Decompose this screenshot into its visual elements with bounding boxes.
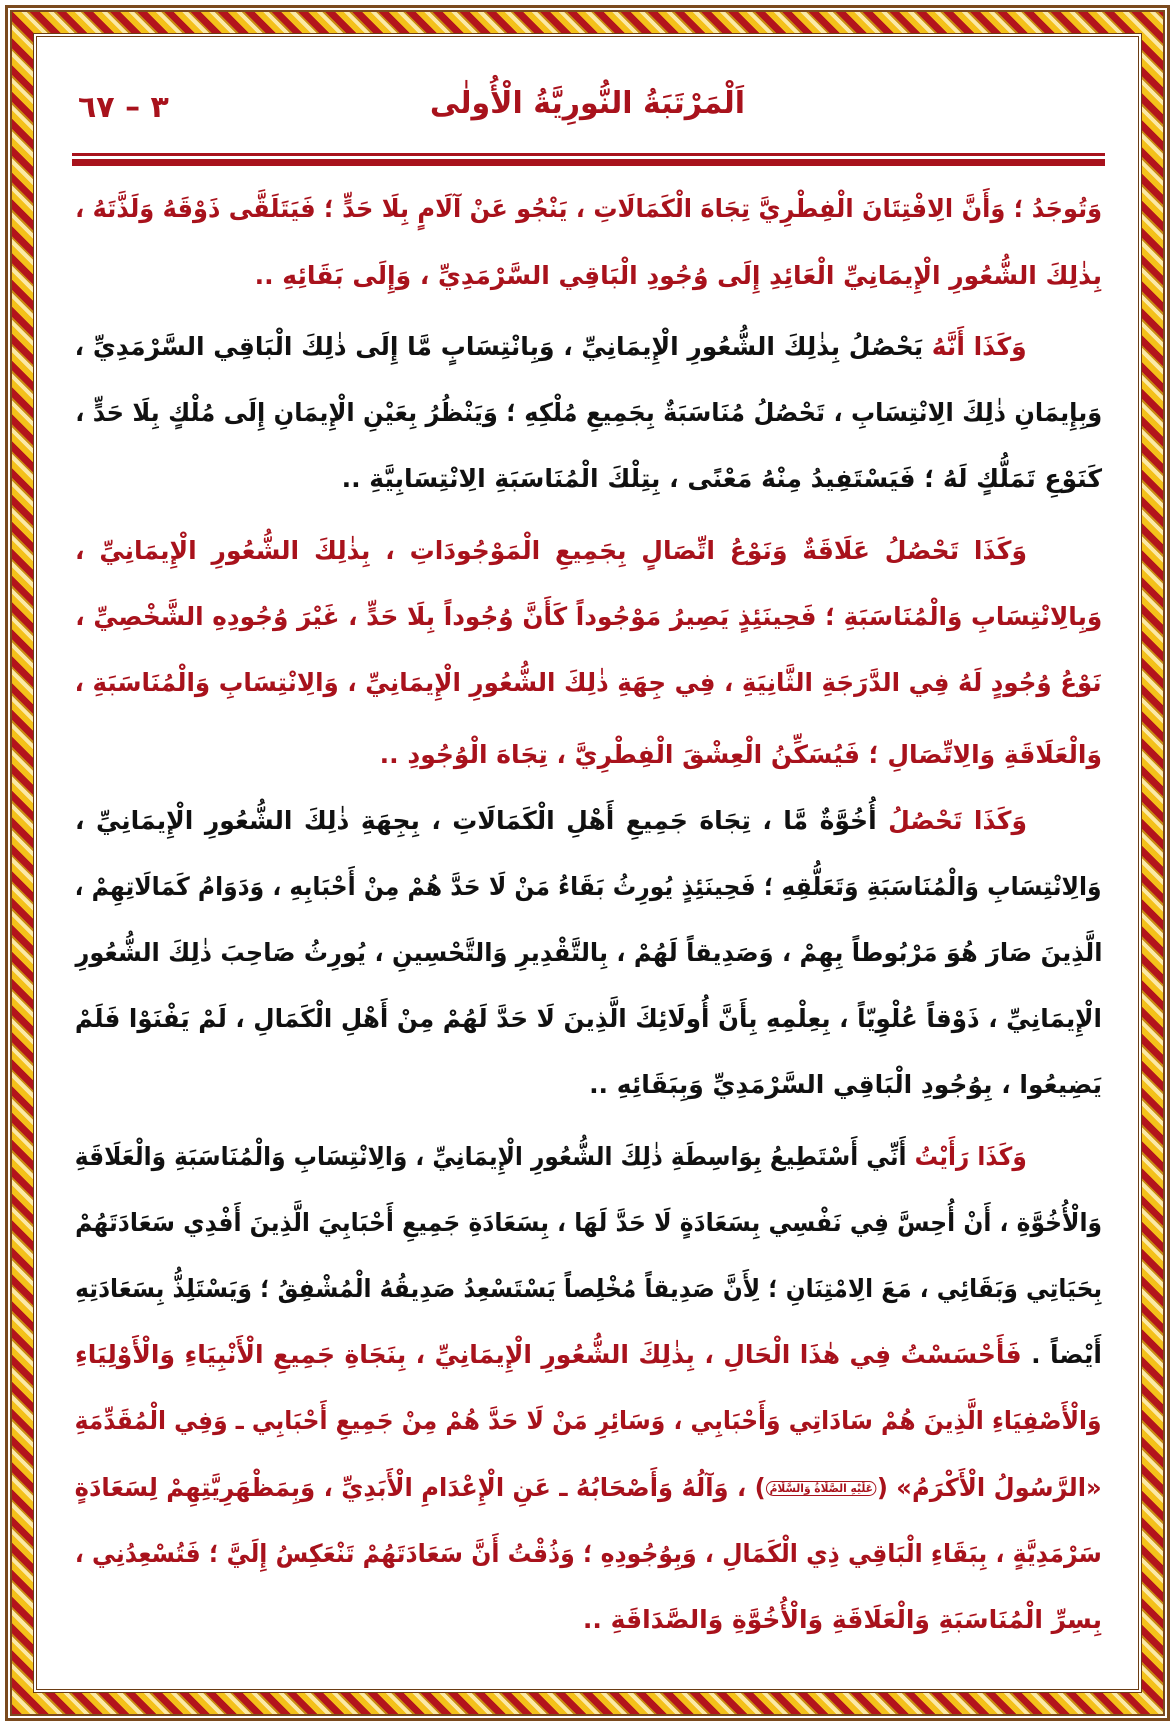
- text-line-content: [75, 189, 1102, 229]
- header-rule-thick: [72, 159, 1105, 166]
- body-text-segment: الْإِيمَانِيِّ ، ذَوْقاً عُلْوِيّاً ، بِعِلْمِهِ بِأَنَّ أُولَائِكَ الَّذِينَ لَا حَدَّ لَهُمْ مِنْ أَهْلِ الْكَمَالِ ، لَمْ يَفْنَوْا فَلَمْ: [75, 1004, 1102, 1033]
- page-number: ٣ – ٦٧: [78, 90, 169, 125]
- text-line: [75, 735, 1102, 775]
- text-line-content: [75, 999, 1102, 1039]
- text-line: [75, 1401, 1102, 1441]
- text-line: [75, 999, 1102, 1039]
- text-line-content: [75, 1534, 1102, 1574]
- text-line: [75, 933, 1102, 973]
- highlighted-text: بِذٰلِكَ الشُّعُورِ الْإِيمَانِيِّ الْعَائِدِ إِلَى وُجُودِ الْبَاقِي السَّرْمَدِيِّ ، وَإِلَى بَقَائِهِ ..: [254, 261, 1102, 290]
- body-text-segment: أَنِّي أَسْتَطِيعُ بِوَاسِطَةِ ذٰلِكَ الشُّعُورِ الْإِيمَانِيِّ ، وَالِانْتِسَابِ وَالْمُنَاسَبَةِ وَالْعَلَاقَةِ: [75, 1142, 907, 1171]
- text-line-content: [75, 801, 1027, 841]
- highlighted-text: وَكَذَا تَحْصُلُ عَلَاقَةٌ وَنَوْعُ اتِّصَالٍ بِجَمِيعِ الْمَوْجُودَاتِ ، بِذٰلِكَ الشُّعُورِ الْإِيمَانِيِّ ،: [75, 536, 1027, 565]
- text-line-content: [342, 459, 1102, 499]
- text-line-content: [380, 735, 1102, 775]
- text-line-content: [75, 933, 1102, 973]
- body-text-segment: وَالْأُخُوَّةِ ، أَنْ أُحِسَّ فِي نَفْسِي بِسَعَادَةٍ لَا حَدَّ لَهَا ، بِسَعَادَةِ جَمِيعِ أَحْبَابِيَ الَّذِينَ أَفْدِي سَعَادَتَهُمْ: [75, 1208, 1102, 1237]
- highlighted-text: سَرْمَدِيَّةٍ ، بِبَقَاءِ الْبَاقِي ذِي الْكَمَالِ ، وَبِوُجُودِهِ ؛ وَذُقْتُ أَنَّ سَعَادَتَهُمْ تَنْعَكِسُ إِلَيَّ ؛ فَتُسْعِدُنِي ،: [75, 1539, 1102, 1568]
- highlighted-text: فَأَحْسَسْتُ فِي هٰذَا الْحَالِ ، بِذٰلِكَ الشُّعُورِ الْإِيمَانِيِّ ، بِنَجَاةِ جَمِيعِ الْأَنْبِيَاءِ وَالْأَوْلِيَاءِ: [75, 1340, 1022, 1369]
- highlighted-text: وَكَذَا تَحْصُلُ: [876, 806, 1027, 835]
- text-line: [75, 663, 1102, 703]
- text-line-content: [75, 1468, 1102, 1509]
- highlighted-text: وَتُوجَدُ ؛ وَأَنَّ الِافْتِتَانَ الْفِطْرِيَّ تِجَاهَ الْكَمَالَاتِ ، يَنْجُو عَنْ آلَامٍ بِلَا حَدٍّ ؛ فَيَتَلَقَّى ذَوْقَهُ وَلَذَّتَهُ ،: [75, 194, 1102, 223]
- highlighted-text: وَكَذَا رَأَيْتُ: [906, 1142, 1027, 1171]
- text-line: [75, 327, 1102, 367]
- text-line-content: [75, 1137, 1027, 1177]
- highlighted-text: وَالْعَلَاقَةِ وَالِاتِّصَالِ ؛ فَيُسَكِّنُ الْعِشْقَ الْفِطْرِيَّ ، تِجَاهَ الْوُجُودِ ..: [379, 740, 1102, 769]
- text-line-content: [75, 1269, 1102, 1309]
- text-line-content: [75, 597, 1102, 637]
- body-text-segment: أُخُوَّةٌ مَّا ، تِجَاهَ جَمِيعِ أَهْلِ الْكَمَالَاتِ ، بِجِهَةِ ذٰلِكَ الشُّعُورِ الْإِيمَانِيِّ ،: [75, 806, 877, 835]
- text-line-content: [75, 663, 1102, 703]
- body-text-segment: يَضِيعُوا ، بِوُجُودِ الْبَاقِي السَّرْمَدِيِّ وَبِبَقَائِهِ ..: [589, 1070, 1102, 1099]
- text-line: [75, 597, 1102, 637]
- text-line: [75, 1600, 1102, 1640]
- highlighted-text: نَوْعُ وُجُودٍ لَهُ فِي الدَّرَجَةِ الثَّانِيَةِ ، فِي جِهَةِ ذٰلِكَ الشُّعُورِ الْإِيمَانِيِّ ، وَالِانْتِسَابِ وَالْمُنَاسَبَةِ ،: [75, 668, 1102, 697]
- text-line: [75, 256, 1102, 296]
- honorific-mark: عَلَيْهِ الصَّلَاةُ وَالسَّلَامُ: [766, 1481, 877, 1496]
- text-line: [75, 1203, 1102, 1243]
- text-line: [75, 801, 1102, 841]
- text-line-content: [75, 867, 1102, 907]
- text-line-content: [75, 393, 1102, 433]
- text-line: [75, 1269, 1102, 1309]
- text-line-content: [75, 1401, 1102, 1441]
- text-line: [75, 531, 1102, 571]
- text-line: [75, 1065, 1102, 1105]
- text-line: [75, 1534, 1102, 1574]
- highlighted-text: وَبِالِانْتِسَابِ وَالْمُنَاسَبَةِ ؛ فَحِينَئِذٍ يَصِيرُ مَوْجُوداً كَأَنَّ وُجُوداً بِلَا حَدٍّ ، غَيْرَ وُجُودِهِ الشَّخْصِيِّ ،: [75, 602, 1102, 631]
- text-line: [75, 459, 1102, 499]
- body-text-segment: يَحْصُلُ بِذٰلِكَ الشُّعُورِ الْإِيمَانِيِّ ، وَبِانْتِسَابٍ مَّا إِلَى ذٰلِكَ الْبَاقِي السَّرْمَدِيِّ ،: [75, 332, 924, 361]
- text-line-content: [75, 1203, 1102, 1243]
- body-text-segment: وَالِانْتِسَابِ وَالْمُنَاسَبَةِ وَتَعَلُّقِهِ ؛ فَحِينَئِذٍ يُورِثُ بَقَاءُ مَنْ لَا حَدَّ هُمْ مِنْ أَحْبَابِهِ ، وَدَوَامُ كَمَالَاتِهِمْ ،: [75, 872, 1102, 901]
- header-rule-thin: [72, 153, 1105, 156]
- body-text-segment: الَّذِينَ صَارَ هُوَ مَرْبُوطاً بِهِمْ ، وَصَدِيقاً لَهُمْ ، بِالتَّقْدِيرِ وَالتَّحْسِينِ ، يُورِثُ صَاحِبَ ذٰلِكَ الشُّعُورِ: [75, 938, 1102, 967]
- text-line-content: [75, 1335, 1102, 1375]
- body-text-segment: بِحَيَاتِي وَبَقَائِي ، مَعَ الِامْتِنَانِ ؛ لِأَنَّ صَدِيقاً مُخْلِصاً يَسْتَسْعِدُ صَدِيقُهُ الْمُشْفِقُ ؛ وَيَسْتَلِذُّ بِسَعَادَتِهِ: [75, 1274, 1102, 1303]
- text-line-content: [75, 327, 1027, 367]
- text-line: [75, 1335, 1102, 1375]
- highlighted-text: بِسِرِّ الْمُنَاسَبَةِ وَالْعَلَاقَةِ وَالْأُخُوَّةِ وَالصَّدَاقَةِ ..: [582, 1605, 1102, 1634]
- text-line-content: [255, 256, 1102, 296]
- text-line-content: [583, 1600, 1102, 1640]
- text-line: [75, 1137, 1102, 1177]
- page-title: اَلْمَرْتَبَةُ النُّورِيَّةُ الْأُولٰى: [429, 86, 746, 121]
- text-line: [75, 189, 1102, 229]
- text-line: [75, 1468, 1102, 1508]
- body-text-segment: أَيْضاً .: [1021, 1340, 1102, 1369]
- highlighted-text: «الرَّسُولُ الْأَكْرَمُ» (: [877, 1473, 1102, 1502]
- body-text-segment: وَبِإِيمَانِ ذٰلِكَ الِانْتِسَابِ ، تَحْصُلُ مُنَاسَبَةٌ بِجَمِيعِ مُلْكِهِ ؛ وَيَنْظُرُ بِعَيْنِ الْإِيمَانِ إِلَى مُلْكٍ بِلَا حَدٍّ ،: [75, 398, 1102, 427]
- highlighted-text: ) ، وَآلُهُ وَأَصْحَابُهُ ـ عَنِ الْإِعْدَامِ الْأَبَدِيِّ ، وَبِمَظْهَرِيَّتِهِمْ لِسَعَادَةٍ: [75, 1473, 767, 1502]
- highlighted-text: وَكَذَا أَنَّهُ: [923, 332, 1027, 361]
- highlighted-text: وَالْأَصْفِيَاءِ الَّذِينَ هُمْ سَادَاتِي وَأَحْبَابِي ، وَسَائِرِ مَنْ لَا حَدَّ هُمْ مِنْ جَمِيعِ أَحْبَابِي ـ وَفِي الْمُقَدِّمَةِ: [75, 1406, 1102, 1435]
- text-line-content: [75, 531, 1027, 571]
- body-text-segment: كَنَوْعِ تَمَلُّكٍ لَهُ ؛ فَيَسْتَفِيدُ مِنْهُ مَعْنًى ، بِتِلْكَ الْمُنَاسَبَةِ الِانْتِسَابِيَّةِ ..: [341, 464, 1102, 493]
- text-line: [75, 393, 1102, 433]
- text-line: [75, 867, 1102, 907]
- text-line-content: [589, 1065, 1102, 1105]
